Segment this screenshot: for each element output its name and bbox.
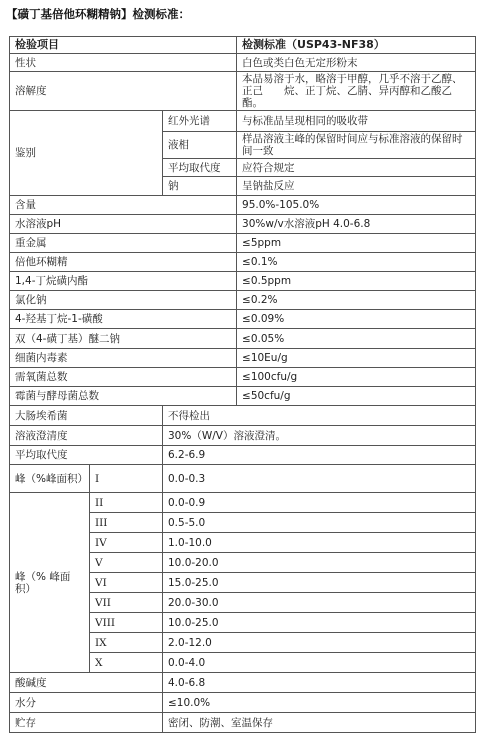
table-row bbox=[10, 446, 476, 465]
peak-value: 0.5-5.0 bbox=[163, 513, 476, 533]
sub-method: 红外光谱 bbox=[163, 111, 237, 132]
table-row bbox=[10, 54, 476, 72]
table-row bbox=[10, 310, 476, 329]
row-value: 30%w/v水溶液pH 4.0-6.8 bbox=[237, 215, 476, 234]
table-row bbox=[10, 349, 476, 368]
row-item: 含量 bbox=[10, 196, 237, 215]
row-item: 大肠埃希菌 bbox=[10, 406, 163, 426]
row-value: ≤0.05% bbox=[237, 329, 476, 349]
peak-label: II bbox=[90, 493, 163, 513]
sub-value: 应符合规定 bbox=[237, 159, 476, 177]
row-value: 95.0%-105.0% bbox=[237, 196, 476, 215]
table-row bbox=[10, 329, 476, 349]
row-value: 30%（W/V）溶液澄清。 bbox=[163, 426, 476, 446]
peak-value: 20.0-30.0 bbox=[163, 593, 476, 613]
row-item: 鉴别 bbox=[10, 111, 163, 196]
row-item: 倍他环糊精 bbox=[10, 253, 237, 272]
row-item: 氯化钠 bbox=[10, 291, 237, 310]
peak-label: X bbox=[90, 653, 163, 673]
row-item: 峰（% 峰面积） bbox=[10, 493, 90, 673]
sub-method: 钠 bbox=[163, 177, 237, 196]
row-value: 白色或类白色无定形粉末 bbox=[237, 54, 476, 72]
document-title: 【磺丁基倍他环糊精钠】检测标准： bbox=[6, 7, 190, 21]
table-row bbox=[10, 426, 476, 446]
sub-value: 样品溶液主峰的保留时间应与标准溶液的保留时间一致 bbox=[237, 132, 476, 159]
table-row bbox=[10, 493, 476, 513]
peak-label: IX bbox=[90, 633, 163, 653]
row-item: 1,4-丁烷磺内酯 bbox=[10, 272, 237, 291]
peak-label: IV bbox=[90, 533, 163, 553]
peak-value: 2.0-12.0 bbox=[163, 633, 476, 653]
row-item: 峰（%峰面积） bbox=[10, 465, 90, 493]
peak-label: VI bbox=[90, 573, 163, 593]
row-value: 密闭、防潮、室温保存 bbox=[163, 713, 476, 733]
peak-label: VII bbox=[90, 593, 163, 613]
row-value: 4.0-6.8 bbox=[163, 673, 476, 693]
row-item: 性状 bbox=[10, 54, 237, 72]
table-row bbox=[10, 465, 476, 493]
table-row bbox=[10, 406, 476, 426]
table-row bbox=[10, 291, 476, 310]
table-row bbox=[10, 387, 476, 406]
table-row bbox=[10, 253, 476, 272]
row-value: ≤0.5ppm bbox=[237, 272, 476, 291]
row-item: 需氧菌总数 bbox=[10, 368, 237, 387]
row-value: ≤0.2% bbox=[237, 291, 476, 310]
row-value: ≤10.0% bbox=[163, 693, 476, 713]
header-item: 检验项目 bbox=[10, 37, 237, 54]
table-row bbox=[10, 234, 476, 253]
row-value: 6.2-6.9 bbox=[163, 446, 476, 465]
row-item: 酸碱度 bbox=[10, 673, 163, 693]
row-value: ≤10Eu/g bbox=[237, 349, 476, 368]
peak-value: 0.0-0.3 bbox=[163, 465, 476, 493]
row-item: 双（4-磺丁基）醚二钠 bbox=[10, 329, 237, 349]
spec-table bbox=[9, 36, 476, 733]
sub-method: 液相 bbox=[163, 132, 237, 159]
row-item: 溶解度 bbox=[10, 72, 237, 111]
row-item: 水溶液pH bbox=[10, 215, 237, 234]
row-value: ≤0.09% bbox=[237, 310, 476, 329]
table-row bbox=[10, 693, 476, 713]
header-standard: 检测标准（USP43-NF38） bbox=[237, 37, 476, 54]
peak-value: 10.0-25.0 bbox=[163, 613, 476, 633]
sub-method: 平均取代度 bbox=[163, 159, 237, 177]
peak-value: 0.0-4.0 bbox=[163, 653, 476, 673]
row-item: 水分 bbox=[10, 693, 163, 713]
table-header-row bbox=[10, 37, 476, 54]
row-item: 霉菌与酵母菌总数 bbox=[10, 387, 237, 406]
row-value: 本品易溶于水，略溶于甲醇，几乎不溶于乙醇、正己 烷、正丁烷、乙腈、异丙醇和乙酸乙酯。 bbox=[237, 72, 476, 111]
table-row bbox=[10, 368, 476, 387]
table-row bbox=[10, 272, 476, 291]
peak-value: 0.0-0.9 bbox=[163, 493, 476, 513]
row-item: 贮存 bbox=[10, 713, 163, 733]
sub-value: 与标准品呈现相同的吸收带 bbox=[237, 111, 476, 132]
row-value: ≤0.1% bbox=[237, 253, 476, 272]
peak-label: VIII bbox=[90, 613, 163, 633]
row-value: ≤5ppm bbox=[237, 234, 476, 253]
row-item: 4-羟基丁烷-1-磺酸 bbox=[10, 310, 237, 329]
row-item: 重金属 bbox=[10, 234, 237, 253]
row-item: 平均取代度 bbox=[10, 446, 163, 465]
peak-label: V bbox=[90, 553, 163, 573]
row-value: ≤100cfu/g bbox=[237, 368, 476, 387]
table-row bbox=[10, 713, 476, 733]
row-value: 不得检出 bbox=[163, 406, 476, 426]
sub-value: 呈钠盐反应 bbox=[237, 177, 476, 196]
peak-label: I bbox=[90, 465, 163, 493]
peak-value: 15.0-25.0 bbox=[163, 573, 476, 593]
table-row bbox=[10, 196, 476, 215]
table-row bbox=[10, 215, 476, 234]
table-row bbox=[10, 72, 476, 111]
row-item: 溶液澄清度 bbox=[10, 426, 163, 446]
peak-label: III bbox=[90, 513, 163, 533]
table-row bbox=[10, 673, 476, 693]
peak-value: 10.0-20.0 bbox=[163, 553, 476, 573]
row-item: 细菌内毒素 bbox=[10, 349, 237, 368]
table-row bbox=[10, 111, 476, 132]
row-value: ≤50cfu/g bbox=[237, 387, 476, 406]
peak-value: 1.0-10.0 bbox=[163, 533, 476, 553]
